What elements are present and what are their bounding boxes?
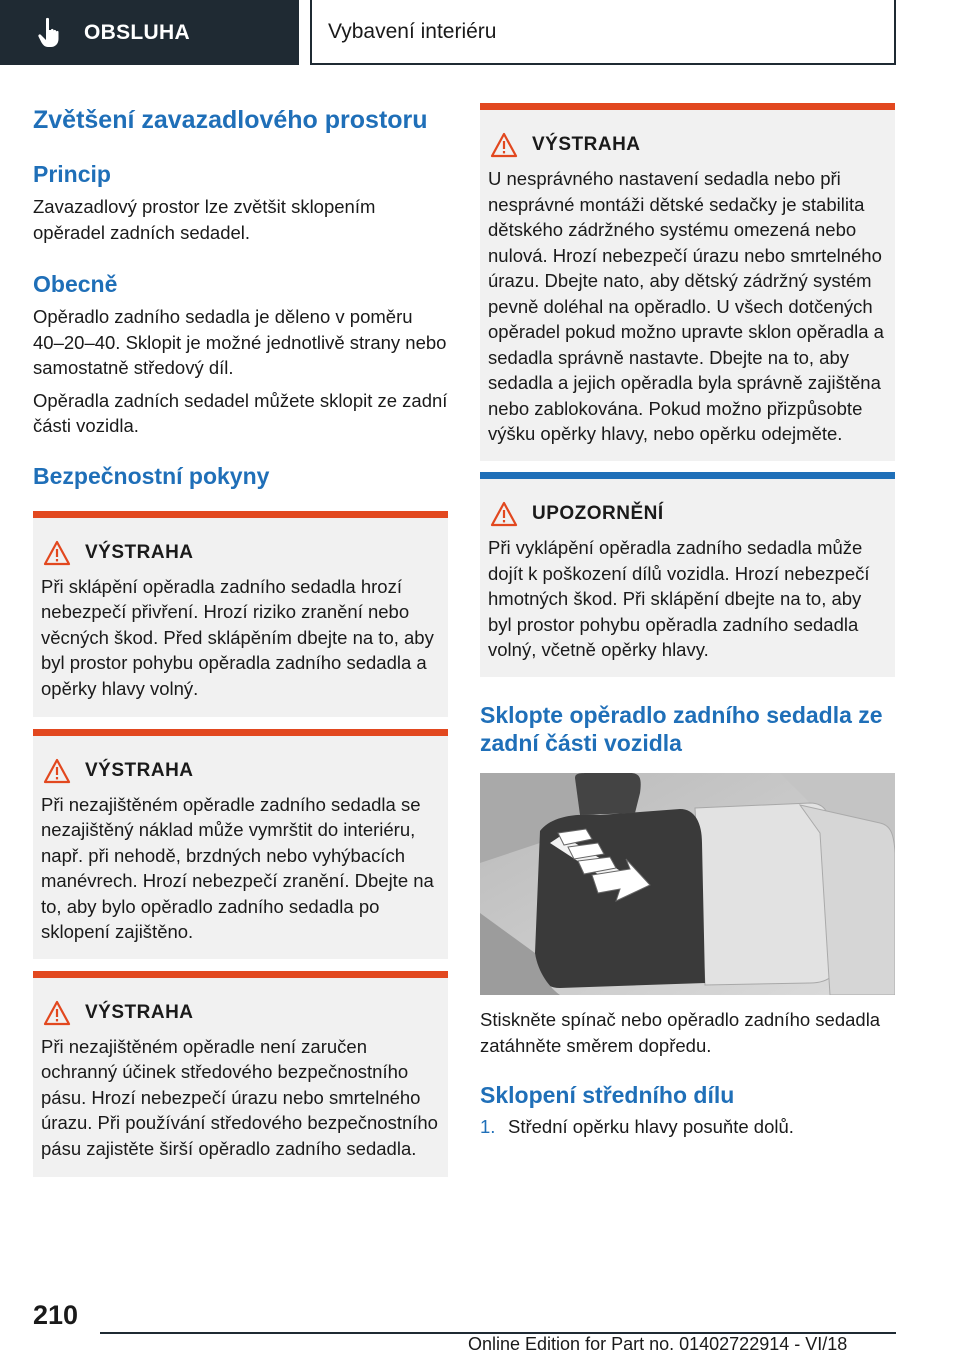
general-text-1: Opěradlo zadního sedadla je děleno v poměru 40–20–40. Sklopit je možné jednotlivě strany nebo samostatně středový díl. (33, 306, 447, 378)
warning-label: VÝSTRAHA (85, 541, 194, 563)
warning-triangle-icon (43, 540, 71, 566)
section-label: OBSLUHA (84, 20, 190, 44)
left-column (33, 100, 448, 1177)
safety-heading: Bezpečnostní pokyny (33, 462, 270, 489)
chapter-header (310, 0, 896, 65)
rear-seat-photo (480, 773, 895, 995)
notice-box (480, 472, 895, 677)
steps-list (480, 1114, 895, 1140)
warning-box (480, 103, 895, 461)
step-text: Střední opěrku hlavy posuňte dolů. (508, 1116, 794, 1137)
page-number: 210 (33, 1300, 79, 1330)
warning-text: Při nezajištěném opěradle není zaručen ochranný účinek středového bezpečnostního pásu. Hrozí nebezpečí úrazu nebo smrtelného úrazu. Při používání středového bezpečnostního pásu zajistěte širší opěradlo zadního sedadla. (41, 1035, 438, 1159)
general-text-2: Opěradla zadních sedadel můžete sklopit ze zadní části vozidla. (33, 389, 448, 436)
warning-box (33, 729, 448, 959)
step-number: 1. (480, 1116, 496, 1137)
list-item (480, 1114, 895, 1140)
principle-text: Zavazadlový prostor lze zvětšit sklopením opěradel zadních sedadel. (33, 196, 376, 243)
warning-label: VÝSTRAHA (85, 1001, 194, 1023)
fold-text: Stiskněte spínač nebo opěradlo zadního sedadla zatáhněte směrem dopředu. (480, 1009, 881, 1056)
warning-label: VÝSTRAHA (85, 759, 194, 781)
warning-box (33, 511, 448, 717)
warning-triangle-icon (490, 501, 518, 527)
section-tab[interactable] (0, 0, 299, 65)
notice-label: UPOZORNĚNÍ (532, 503, 664, 524)
chapter-title: Vybavení interiéru (328, 19, 497, 43)
right-column (480, 100, 895, 1140)
principle-heading: Princip (33, 161, 111, 187)
warning-text: U nesprávného nastavení sedadla nebo při nesprávné montáži dětské sedačky je stabilita dětského zádržného systému omezená nebo nulová. Hrozí nebezpečí úrazu nebo smrtelného úrazu. Dbejte nato, aby dětský zádržný systém pevně doléhal na opěradlo. U všech dotčených opěradel pokud možno upravte sklon opěradla a sedadla správně nastavte. Dbejte na to, aby sedadla a jejich opěradla byla správně zajištěna nebo zablokována. Pokud možno přizpůsobte výšku opěrky hlavy, nebo opěrku odejměte. (488, 168, 884, 444)
warning-box (33, 971, 448, 1177)
hand-pointer-icon (30, 13, 70, 53)
warning-label: VÝSTRAHA (532, 134, 641, 155)
notice-text: Při vyklápění opěradla zadního sedadla může dojít k poškození dílů vozidla. Hrozí nebezpečí hmotných škod. Při sklápění dbejte na to, aby byl prostor pohybu opěradla zadního sedadla volný, včetně opěrky hlavy. (488, 537, 870, 660)
warning-text: Při sklápění opěradla zadního sedadla hrozí nebezpečí přivření. Hrozí riziko zranění nebo věcných škod. Před sklápěním dbejte na to, aby byl prostor pohybu opěradla zadního sedadla a opěrky hlavy volný. (41, 575, 434, 699)
warning-triangle-icon (490, 132, 518, 158)
general-heading: Obecně (33, 271, 118, 297)
middle-heading: Sklopení středního dílu (480, 1082, 735, 1108)
page-title: Zvětšení zavazadlového prostoru (33, 106, 428, 134)
warning-triangle-icon (43, 1000, 71, 1026)
warning-triangle-icon (43, 758, 71, 784)
fold-heading: Sklopte opěradlo zadního sedadla ze zadní části vozidla (480, 702, 883, 756)
edition-text: Online Edition for Part no. 01402722914 - VI/18 (468, 1334, 848, 1354)
warning-text: Při nezajištěném opěradle zadního sedadla se nezajištěný náklad může vymrštit do interiéru, např. při nehodě, brzdných nebo vyhýbacích manévrech. Hrozí nebezpečí zranění. Dbejte na to, aby bylo opěradlo zadního sedadla po sklopení zajištěno. (41, 793, 434, 942)
